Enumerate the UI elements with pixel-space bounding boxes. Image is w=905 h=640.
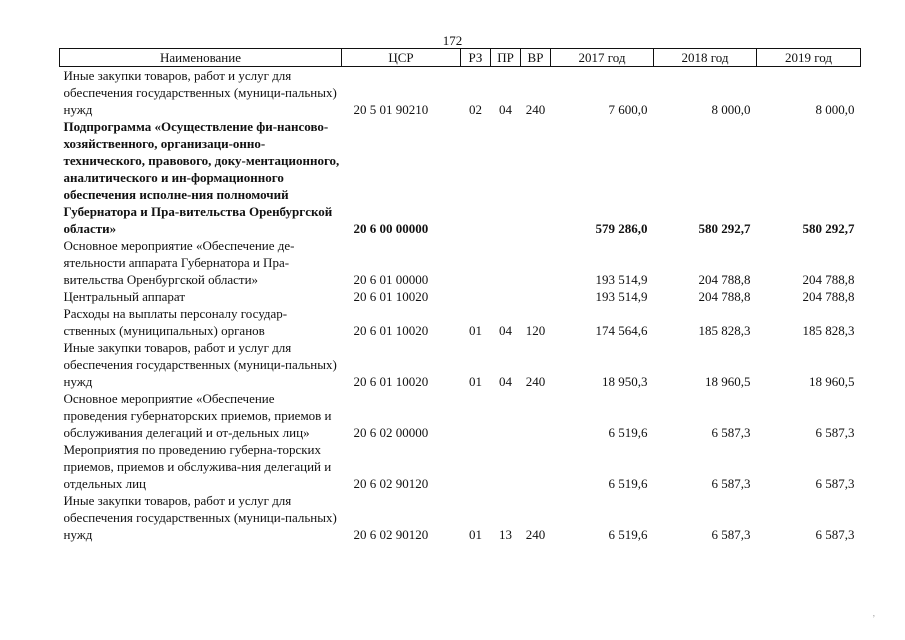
row-2019: 204 788,8	[802, 272, 855, 287]
header-csr: ЦСР	[342, 49, 461, 67]
row-rz	[461, 237, 491, 288]
row-2017: 193 514,9	[595, 289, 648, 304]
row-rz	[461, 441, 491, 492]
row-rz: 02	[469, 102, 482, 117]
row-2018: 8 000,0	[711, 102, 751, 117]
row-vr: 240	[525, 102, 546, 117]
row-2018: 6 587,3	[711, 425, 751, 440]
row-pr: 04	[499, 323, 512, 338]
row-vr	[521, 237, 551, 288]
row-pr: 04	[499, 374, 512, 389]
row-2017: 193 514,9	[595, 272, 648, 287]
table-row	[60, 390, 861, 441]
table-row	[60, 288, 861, 305]
row-2019: 185 828,3	[802, 323, 855, 338]
table-row	[60, 441, 861, 492]
table-row	[60, 67, 861, 119]
row-pr	[491, 237, 521, 288]
row-2017: 579 286,0	[595, 221, 648, 236]
row-pr: 13	[499, 527, 512, 542]
row-csr: 20 6 01 10020	[353, 289, 429, 304]
row-pr	[491, 441, 521, 492]
row-pr	[491, 288, 521, 305]
row-2018: 204 788,8	[698, 289, 751, 304]
row-name: Расходы на выплаты персоналу государ-ственных (муниципальных) органов	[63, 306, 288, 338]
header-2018: 2018 год	[654, 49, 757, 67]
row-2019: 8 000,0	[815, 102, 855, 117]
page-number: 172	[442, 33, 463, 48]
row-rz: 01	[469, 527, 482, 542]
row-vr	[521, 390, 551, 441]
row-csr: 20 6 01 10020	[353, 374, 429, 389]
row-vr	[521, 288, 551, 305]
row-name: Иные закупки товаров, работ и услуг для обеспечения государственных (муници-пальных) нужд	[63, 340, 337, 389]
row-2019: 204 788,8	[802, 289, 855, 304]
row-vr: 240	[525, 374, 546, 389]
row-2019: 6 587,3	[815, 476, 855, 491]
row-2017: 18 950,3	[602, 374, 648, 389]
scan-mark: ,	[872, 608, 875, 618]
row-2017: 6 519,6	[608, 527, 648, 542]
budget-table	[59, 48, 861, 543]
table-row	[60, 305, 861, 339]
row-rz: 01	[469, 323, 482, 338]
row-csr: 20 6 02 90120	[353, 476, 429, 491]
row-2019: 6 587,3	[815, 527, 855, 542]
row-name: Мероприятия по проведению губерна-торских приемов, приемов и обслужива-ния делегаций и отдельных лиц	[63, 442, 332, 491]
header-pr: ПР	[491, 49, 521, 67]
row-csr: 20 5 01 90210	[353, 102, 429, 117]
table-row	[60, 339, 861, 390]
header-2019: 2019 год	[757, 49, 861, 67]
row-pr	[491, 390, 521, 441]
row-name: Иные закупки товаров, работ и услуг для обеспечения государственных (муници-пальных) нужд	[63, 68, 337, 117]
row-2018: 18 960,5	[705, 374, 751, 389]
row-rz	[461, 288, 491, 305]
row-2017: 6 519,6	[608, 425, 648, 440]
table-row	[60, 118, 861, 237]
table-row	[60, 237, 861, 288]
row-2019: 6 587,3	[815, 425, 855, 440]
header-2017: 2017 год	[551, 49, 654, 67]
row-name: Основное мероприятие «Обеспечение де-ятельности аппарата Губернатора и Пра-вительства Оренбургской области»	[63, 238, 295, 287]
row-pr	[491, 118, 521, 237]
row-name: Иные закупки товаров, работ и услуг для обеспечения государственных (муници-пальных) нужд	[63, 493, 337, 542]
header-vr: ВР	[521, 49, 551, 67]
row-csr: 20 6 00 00000	[353, 221, 429, 236]
row-vr: 120	[525, 323, 546, 338]
row-2019: 580 292,7	[802, 221, 855, 236]
row-csr: 20 6 02 00000	[353, 425, 429, 440]
row-name: Подпрограмма «Осуществление фи-нансово-хозяйственного, организаци-онно-технического, правового, доку-ментационного, аналитического и ин-формационного обеспечения исполне-ния полномочий Губернатора и Пра-вительства Оренбургской области»	[63, 119, 340, 236]
row-2018: 6 587,3	[711, 527, 751, 542]
row-csr: 20 6 01 00000	[353, 272, 429, 287]
row-2017: 7 600,0	[608, 102, 648, 117]
row-csr: 20 6 02 90120	[353, 527, 429, 542]
header-rz: РЗ	[461, 49, 491, 67]
row-2018: 204 788,8	[698, 272, 751, 287]
row-rz	[461, 390, 491, 441]
row-2017: 174 564,6	[595, 323, 648, 338]
row-vr	[521, 118, 551, 237]
row-rz: 01	[469, 374, 482, 389]
row-2019: 18 960,5	[809, 374, 855, 389]
header-name: Наименование	[60, 49, 342, 67]
row-name: Основное мероприятие «Обеспечение проведения губернаторских приемов, приемов и обслуживания делегаций и от-дельных лиц»	[63, 391, 332, 440]
row-vr	[521, 441, 551, 492]
row-vr: 240	[525, 527, 546, 542]
row-csr: 20 6 01 10020	[353, 323, 429, 338]
row-2018: 580 292,7	[698, 221, 751, 236]
table-row	[60, 492, 861, 543]
row-pr: 04	[499, 102, 512, 117]
row-rz	[461, 118, 491, 237]
row-name: Центральный аппарат	[63, 289, 186, 304]
row-2018: 185 828,3	[698, 323, 751, 338]
row-2017: 6 519,6	[608, 476, 648, 491]
row-2018: 6 587,3	[711, 476, 751, 491]
table-header-row	[60, 49, 861, 67]
